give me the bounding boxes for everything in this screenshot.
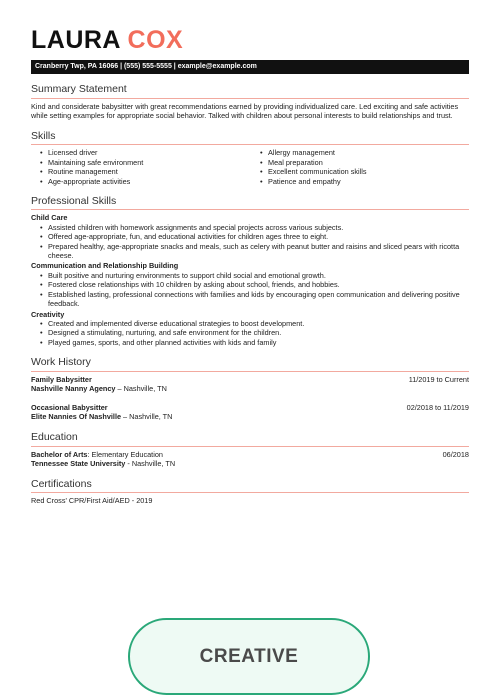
school-name: Tennessee State University: [31, 459, 126, 469]
contact-bar: Cranberry Twp, PA 16066 | (555) 555-5555 | example@example.com: [31, 60, 469, 74]
list-item: • Created and implemented diverse educational strategies to boost development.: [39, 319, 469, 328]
job-employer: Elite Nannies Of Nashville: [31, 412, 122, 422]
job-role: Occasional Babysitter: [31, 402, 108, 412]
job-dates: 11/2019 to Current: [408, 374, 469, 384]
list-item: • Age-appropriate activities: [39, 177, 249, 186]
list-item: • Meal preparation: [259, 158, 469, 167]
skill-group-heading: Creativity: [31, 309, 65, 319]
skill-group-heading: Child Care: [31, 213, 68, 223]
candidate-name: [31, 28, 469, 54]
list-item: • Fostered close relationships with 10 children by asking about school, friends, and hobbies.: [39, 280, 469, 289]
section-title: Summary Statement: [31, 84, 469, 99]
job-entry: [31, 403, 469, 422]
section-title: Work History: [31, 357, 469, 372]
certification-text: Red Cross' CPR/First Aid/AED - 2019: [31, 496, 153, 506]
list-item: • Excellent communication skills: [259, 167, 469, 176]
section-title: Education: [31, 432, 469, 447]
work-history-section: [31, 357, 469, 422]
section-title: Skills: [31, 131, 469, 146]
list-item: • Routine management: [39, 167, 249, 176]
skills-grid: [31, 148, 469, 186]
degree: Bachelor of Arts: [31, 449, 88, 459]
list-item: • Offered age-appropriate, fun, and educational activities for children ages three to eight.: [39, 232, 469, 241]
job-location: – Nashville, TN: [121, 412, 173, 422]
graduation-date: 06/2018: [442, 449, 469, 459]
field-of-study: : Elementary Education: [87, 449, 163, 459]
resume-page: [31, 28, 469, 506]
skills-list-left: [39, 148, 249, 186]
job-employer: Nashville Nanny Agency: [31, 384, 116, 394]
list-item: • Maintaining safe environment: [39, 158, 249, 167]
education-entry: [31, 450, 469, 469]
job-dates: 02/2018 to 11/2019: [406, 402, 469, 412]
skill-group-list: [31, 319, 469, 347]
last-name: COX: [127, 26, 184, 54]
job-role: Family Babysitter: [31, 374, 92, 384]
section-title: Certifications: [31, 479, 469, 494]
skill-group-heading: Communication and Relationship Building: [31, 261, 179, 271]
job-entry: [31, 375, 469, 394]
summary-text: Kind and considerate babysitter with great recommendations earned by providing individualized care. Led exciting and safe activities while setting examples for appropriate social behavior. Talked with children about personal interests to build relationships and trust.: [31, 101, 459, 121]
professional-skills-section: [31, 196, 469, 347]
skills-list-right: [259, 148, 469, 186]
skill-group-list: [31, 271, 469, 309]
list-item: • Allergy management: [259, 148, 469, 157]
list-item: • Assisted children with homework assignments and special projects across various subjects.: [39, 223, 469, 232]
education-section: [31, 432, 469, 469]
summary-section: [31, 84, 469, 121]
list-item: • Designed a stimulating, nurturing, and safe environment for the children.: [39, 328, 469, 337]
skills-section: [31, 131, 469, 186]
certifications-section: [31, 479, 469, 506]
list-item: • Prepared healthy, age-appropriate snacks and meals, such as celery with peanut butter and raisins and sliced pears with ricotta cheese.: [39, 242, 469, 261]
section-title: Professional Skills: [31, 196, 469, 211]
job-location: – Nashville, TN: [115, 384, 167, 394]
list-item: • Patience and empathy: [259, 177, 469, 186]
school-location: - Nashville, TN: [125, 459, 176, 469]
creative-template-button[interactable]: CREATIVE: [128, 618, 370, 695]
list-item: • Established lasting, professional connections with families and kids by encouraging open communication and delivering positive feedback.: [39, 290, 469, 309]
skill-group-list: [31, 223, 469, 261]
first-name: LAURA: [31, 26, 121, 54]
list-item: • Built positive and nurturing environments to support child social and emotional growth.: [39, 271, 469, 280]
list-item: • Played games, sports, and other planned activities with kids and family: [39, 338, 469, 347]
list-item: • Licensed driver: [39, 148, 249, 157]
